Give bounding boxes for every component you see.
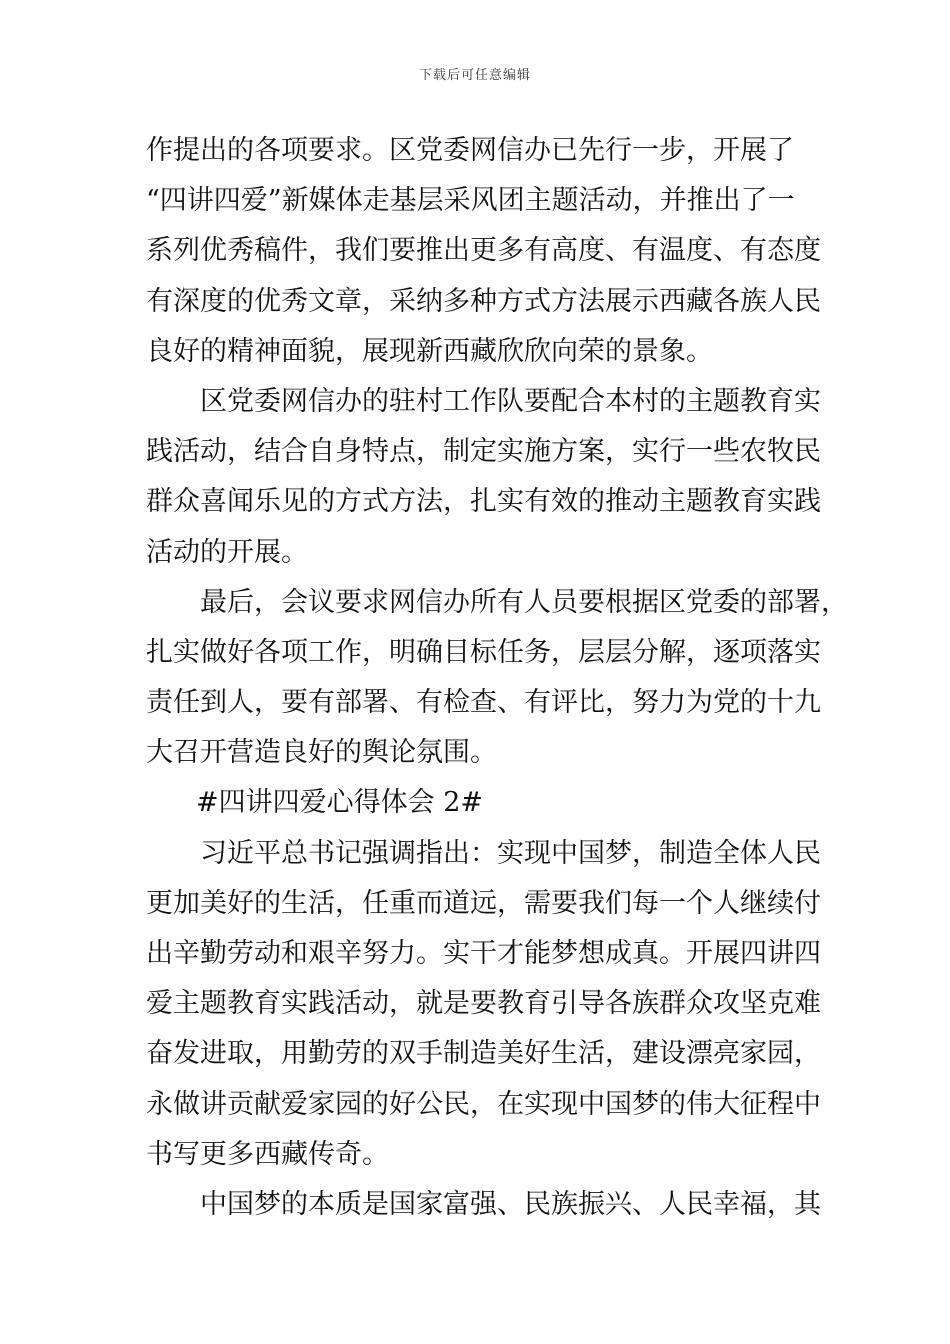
page-header: 下载后可任意编辑 [418,68,531,83]
text-line: 更加美好的生活，任重而道远，需要我们每一个人继续付 [146,887,821,919]
text-line: “四讲四爱”新媒体走基层采风团主题活动，并推出了一 [146,185,795,217]
text-line: 有深度的优秀文章，采纳多种方式方法展示西藏各族人民 [146,285,821,317]
text-line: 奋发进取，用勤劳的双手制造美好生活，建设漂亮家园， [146,1038,821,1070]
text-line: 最后，会议要求网信办所有人员要根据区党委的部署， [200,586,848,618]
text-line: 习近平总书记强调指出：实现中国梦，制造全体人民 [200,837,821,869]
text-line: 活动的开展。 [146,536,308,568]
text-line: 群众喜闻乐见的方式方法，扎实有效的推动主题教育实践 [146,486,821,518]
text-line: 书写更多西藏传奇。 [146,1138,389,1170]
text-line: 践活动，结合自身特点，制定实施方案，实行一些农牧民 [146,436,821,468]
text-line: 作提出的各项要求。区党委网信办已先行一步，开展了 [146,135,794,166]
text-line: 出辛勤劳动和艰辛努力。实干才能梦想成真。开展四讲四 [146,938,821,969]
section-heading: #四讲四爱心得体会 2# [196,787,484,819]
text-line: 区党委网信办的驻村工作队要配合本村的主题教育实 [200,385,821,417]
text-line: 扎实做好各项工作，明确目标任务，层层分解，逐项落实 [146,636,821,668]
text-line: 永做讲贡献爱家园的好公民，在实现中国梦的伟大征程中 [146,1088,821,1120]
text-line: 良好的精神面貌，展现新西藏欣欣向荣的景象。 [146,335,713,367]
document-body [146,126,848,1230]
text-line: 系列优秀稿件，我们要推出更多有高度、有温度、有态度 [146,235,821,267]
text-line: 爱主题教育实践活动，就是要教育引导各族群众攻坚克难 [146,988,821,1020]
text-line: 中国梦的本质是国家富强、民族振兴、人民幸福，其 [200,1188,821,1220]
text-line: 责任到人，要有部署、有检查、有评比，努力为党的十九 [146,687,821,719]
text-line: 大召开营造良好的舆论氛围。 [146,737,497,769]
